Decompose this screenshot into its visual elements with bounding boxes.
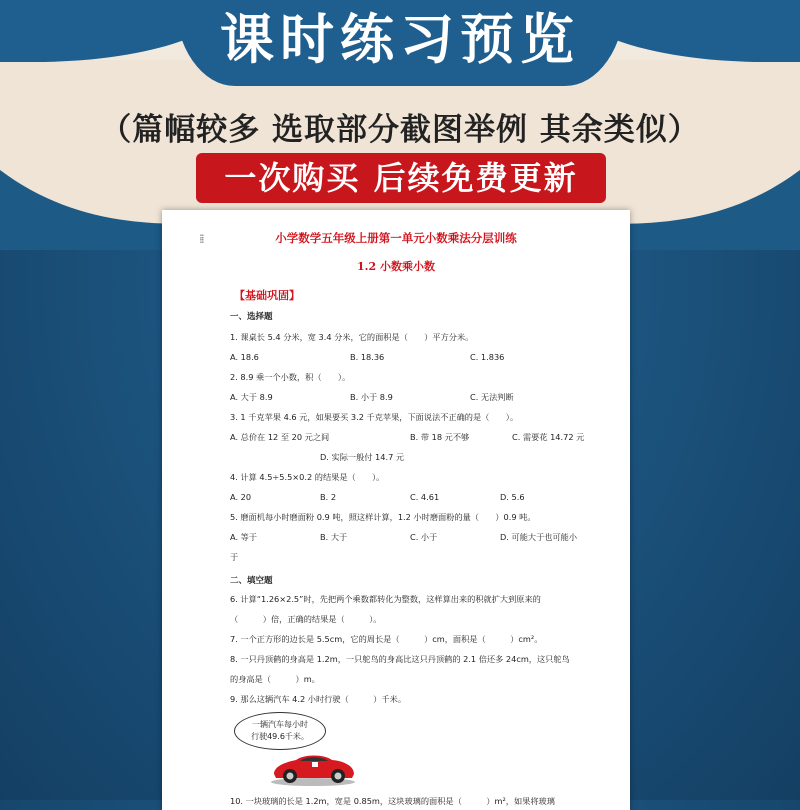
option: B. 小于 8.9 bbox=[350, 392, 393, 402]
option: C. 需要花 14.72 元 bbox=[512, 432, 585, 442]
option: B. 大于 bbox=[320, 532, 348, 542]
option: D. 5.6 bbox=[500, 492, 525, 502]
section-tag: 【基础巩固】 bbox=[234, 289, 300, 302]
question-10: 10. 一块玻璃的长是 1.2m，宽是 0.85m，这块玻璃的面积是（ ）m²，如果将玻璃 bbox=[230, 796, 555, 806]
option: D. 实际一般付 14.7 元 bbox=[320, 452, 405, 462]
question-5: 5. 磨面机每小时磨面粉 0.9 吨，照这样计算，1.2 小时磨面粉的量（ ）0.9 吨。 bbox=[230, 512, 536, 522]
option: C. 4.61 bbox=[410, 492, 440, 502]
document-subtitle: 1.2 小数乘小数 bbox=[357, 260, 435, 273]
question-6-cont: （ ）倍，正确的结果是（ ）。 bbox=[230, 614, 382, 624]
question-9: 9. 那么这辆汽车 4.2 小时行驶（ ）千米。 bbox=[230, 694, 407, 704]
question-4: 4. 计算 4.5÷5.5×0.2 的结果是（ ）。 bbox=[230, 472, 385, 482]
option: C. 无法判断 bbox=[470, 392, 514, 402]
question-7: 7. 一个正方形的边长是 5.5cm，它的周长是（ ）cm，面积是（ ）cm²。 bbox=[230, 634, 543, 644]
question-8: 8. 一只丹顶鹤的身高是 1.2m，一只鸵鸟的身高比这只丹顶鹤的 2.1 倍还多 24cm，这只鸵鸟 bbox=[230, 654, 570, 664]
question-1: 1. 课桌长 5.4 分米，宽 3.4 分米，它的面积是（ ）平方分米。 bbox=[230, 332, 474, 342]
option: A. 等于 bbox=[230, 532, 258, 542]
option: B. 带 18 元不够 bbox=[410, 432, 470, 442]
part-heading: 二、填空题 bbox=[230, 576, 273, 586]
option: A. 大于 8.9 bbox=[230, 392, 273, 402]
option-wrap: 于 bbox=[230, 552, 239, 562]
preview-note: （篇幅较多 选取部分截图举例 其余类似） bbox=[100, 112, 700, 148]
question-2: 2. 8.9 乘一个小数，积（ ）。 bbox=[230, 372, 351, 382]
car-icon bbox=[268, 748, 358, 786]
option: A. 总价在 12 至 20 元之间 bbox=[230, 432, 330, 442]
question-6: 6. 计算“1.26×2.5”时，先把两个乘数都转化为整数，这样算出来的积就扩大到原来的 bbox=[230, 594, 541, 604]
speech-bubble bbox=[234, 712, 326, 750]
option: B. 2 bbox=[320, 492, 337, 502]
option: A. 20 bbox=[230, 492, 252, 502]
option: A. 18.6 bbox=[230, 352, 259, 362]
document-title: 小学数学五年级上册第一单元小数乘法分层训练 bbox=[275, 231, 517, 245]
document-page bbox=[162, 210, 630, 810]
option: C. 小于 bbox=[410, 532, 438, 542]
page-title: 课时练习预览 bbox=[220, 8, 580, 71]
drag-handle-icon[interactable]: ⁞⁞ bbox=[199, 232, 203, 246]
question-3: 3. 1 千克苹果 4.6 元，如果要买 3.2 千克苹果，下面说法不正确的是（ ）。 bbox=[230, 412, 519, 422]
part-heading: 一、选择题 bbox=[230, 312, 273, 322]
bubble-line: 一辆汽车每小时 bbox=[252, 720, 308, 729]
option: C. 1.836 bbox=[470, 352, 505, 362]
option: D. 可能大于也可能小 bbox=[500, 532, 578, 542]
option: B. 18.36 bbox=[350, 352, 385, 362]
promo-badge: 一次购买 后续免费更新 bbox=[196, 153, 606, 203]
bubble-line: 行驶49.6千米。 bbox=[251, 732, 309, 741]
question-8-cont: 的身高是（ ）m。 bbox=[230, 674, 320, 684]
